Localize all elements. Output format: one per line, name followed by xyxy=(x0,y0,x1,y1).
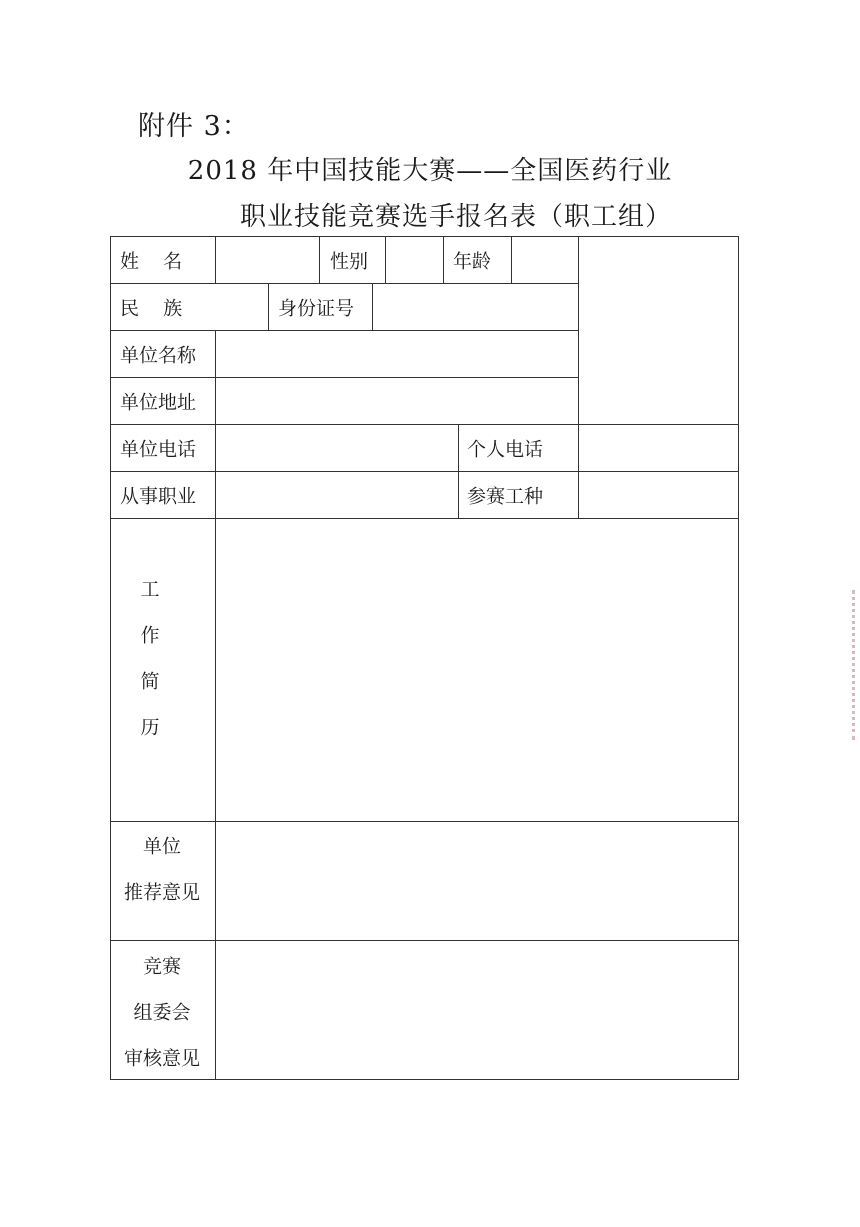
ethnicity-field[interactable] xyxy=(216,284,268,330)
label-work-history-char: 作 xyxy=(140,624,160,647)
age-field[interactable] xyxy=(512,237,578,283)
label-occupation: 从事职业 xyxy=(120,485,197,508)
form-title-line2: 职业技能竞赛选手报名表（职工组） xyxy=(239,202,672,232)
work-history-field[interactable] xyxy=(216,519,738,821)
column-divider xyxy=(443,236,444,283)
id-number-field[interactable] xyxy=(373,284,578,330)
label-competition-trade: 参赛工种 xyxy=(467,485,544,508)
label-recommendation: 推荐意见 xyxy=(123,881,201,904)
photo-area[interactable] xyxy=(579,237,738,424)
occupation-field[interactable] xyxy=(216,472,458,518)
label-name: 姓 名 xyxy=(120,250,183,273)
label-org-name: 单位名称 xyxy=(120,344,197,367)
table-border-left xyxy=(110,236,111,1080)
label-personal-phone: 个人电话 xyxy=(467,438,544,461)
org-name-field[interactable] xyxy=(216,331,578,377)
name-field[interactable] xyxy=(216,237,319,283)
label-org-address: 单位地址 xyxy=(120,391,197,414)
label-age: 年龄 xyxy=(453,250,492,273)
table-border-right xyxy=(738,236,739,1080)
competition-trade-field[interactable] xyxy=(579,472,738,518)
org-address-field[interactable] xyxy=(216,378,578,424)
column-divider xyxy=(268,283,269,330)
review-field[interactable] xyxy=(216,941,738,1079)
org-phone-field[interactable] xyxy=(216,425,458,471)
label-gender: 性别 xyxy=(330,250,369,273)
label-review: 组委会 xyxy=(133,1001,191,1024)
column-divider xyxy=(458,424,459,518)
stamp-edge-trace xyxy=(852,590,860,740)
label-recommendation: 单位 xyxy=(142,835,182,858)
table-border-bottom xyxy=(110,1079,739,1080)
label-work-history-char: 历 xyxy=(140,716,160,739)
label-review: 审核意见 xyxy=(123,1047,201,1070)
recommendation-field[interactable] xyxy=(216,822,738,940)
column-divider xyxy=(319,236,320,283)
personal-phone-field[interactable] xyxy=(579,425,738,471)
label-work-history-char: 工 xyxy=(140,578,160,601)
form-title-line1: 2018 年中国技能大赛——全国医药行业 xyxy=(187,156,673,186)
attachment-label: 附件 3： xyxy=(138,111,250,142)
label-work-history-char: 简 xyxy=(140,670,160,693)
label-ethnicity: 民 族 xyxy=(120,297,183,320)
label-org-phone: 单位电话 xyxy=(120,438,197,461)
label-id-number: 身份证号 xyxy=(278,297,355,320)
label-review: 竞赛 xyxy=(142,955,182,978)
gender-field[interactable] xyxy=(386,237,443,283)
